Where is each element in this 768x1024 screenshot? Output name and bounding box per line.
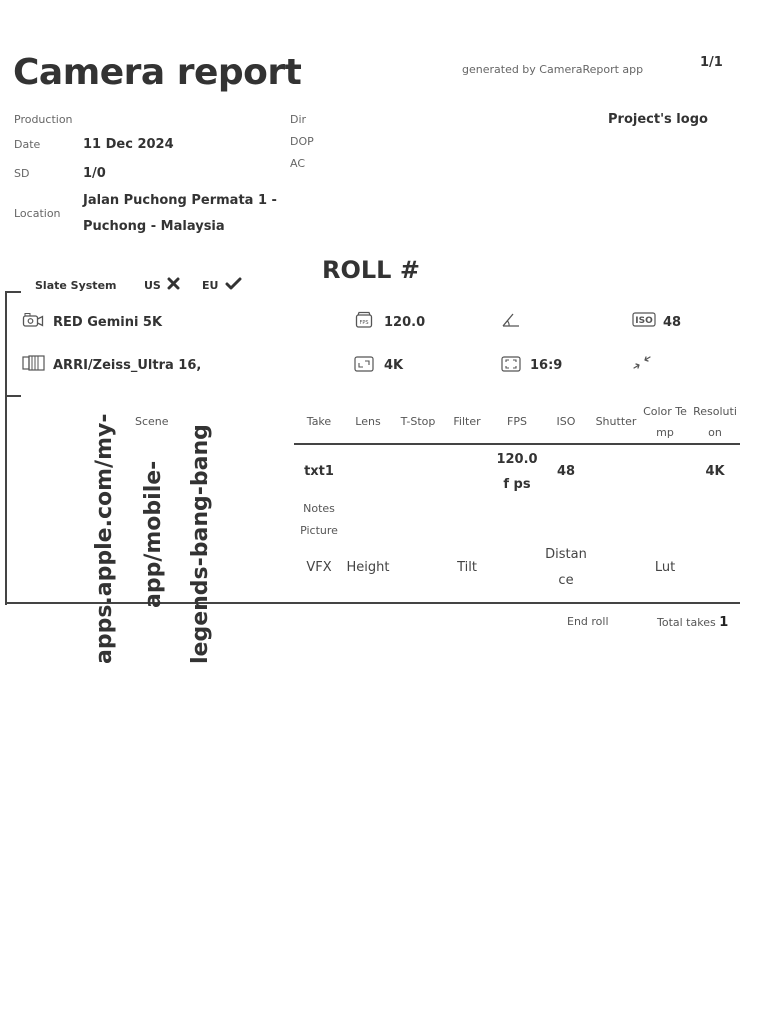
- page-title: Camera report: [13, 52, 302, 93]
- fps-value: 120.0: [384, 315, 426, 330]
- notes-label: Notes: [303, 502, 335, 515]
- roll-bracket: [5, 291, 21, 605]
- slate-eu-label: EU: [202, 279, 219, 292]
- header-lens: Lens: [355, 415, 381, 428]
- row-iso: 48: [556, 464, 576, 479]
- aspect-ratio-value: 16:9: [530, 358, 563, 373]
- table-header-line: [294, 443, 740, 445]
- header-shutter: Shutter: [595, 415, 637, 428]
- resolution-value: 4K: [384, 358, 404, 373]
- scene-vertical-line-3: legends-bang-bang: [188, 424, 213, 664]
- height-label: Height: [346, 560, 390, 575]
- distance-label: Distan ce: [545, 547, 587, 588]
- total-takes: [657, 615, 728, 630]
- aspect-ratio-icon: [501, 356, 521, 372]
- total-takes-label: Total takes: [657, 616, 716, 629]
- header-filter: Filter: [453, 415, 481, 428]
- row-take: txt1: [304, 464, 334, 479]
- row-resolution: 4K: [705, 464, 725, 479]
- resolution-icon: [354, 356, 374, 372]
- angle-icon: [501, 312, 521, 328]
- page-number: 1/1: [700, 55, 723, 70]
- fps-icon: [355, 311, 373, 329]
- location-value: Jalan Puchong Permata 1 - Puchong - Malaysia: [83, 193, 277, 234]
- scene-label: Scene: [135, 415, 169, 428]
- iso-badge-text: ISO: [635, 316, 653, 326]
- scene-vertical-line-2: app/mobile-: [141, 460, 166, 608]
- row-fps: 120.0 f ps: [496, 452, 538, 492]
- lens-model: ARRI/Zeiss_Ultra 16,: [53, 358, 202, 373]
- production-label: Production: [14, 113, 73, 126]
- end-roll-label: End roll: [567, 615, 609, 628]
- header-fps: FPS: [507, 415, 527, 428]
- header-take: Take: [306, 415, 332, 428]
- sd-label: SD: [14, 167, 30, 180]
- cross-icon: [167, 277, 180, 290]
- vfx-label: VFX: [306, 560, 332, 575]
- svg-text:FPS: FPS: [359, 320, 369, 326]
- header-resolution: Resoluti on: [693, 405, 737, 439]
- check-icon: [225, 277, 242, 290]
- dop-label: DOP: [290, 135, 314, 148]
- shrink-icon: [632, 355, 652, 371]
- lens-icon: [22, 355, 46, 371]
- iso-icon: [632, 312, 656, 327]
- location-label: Location: [14, 207, 61, 220]
- header-color-temp: Color Te mp: [643, 405, 687, 439]
- camera-icon: [22, 312, 44, 328]
- roll-title: ROLL #: [322, 256, 420, 284]
- generated-by-label: generated by CameraReport app: [462, 63, 644, 76]
- header-iso: ISO: [556, 415, 576, 428]
- sd-value: 1/0: [83, 166, 106, 181]
- total-takes-value: 1: [719, 615, 729, 630]
- picture-label: Picture: [300, 524, 338, 537]
- header-tstop: T-Stop: [400, 415, 436, 428]
- iso-value: 48: [663, 315, 682, 330]
- slate-us-label: US: [144, 279, 161, 292]
- project-logo-placeholder: Project's logo: [608, 112, 708, 127]
- scene-vertical-line-1: apps.apple.com/my-: [92, 413, 117, 664]
- camera-model: RED Gemini 5K: [53, 315, 163, 330]
- slate-system-label: Slate System: [35, 279, 117, 292]
- date-value: 11 Dec 2024: [83, 137, 174, 152]
- date-label: Date: [14, 138, 41, 151]
- lut-label: Lut: [654, 560, 676, 575]
- dir-label: Dir: [290, 113, 307, 126]
- bracket-divider: [5, 395, 21, 397]
- ac-label: AC: [290, 157, 306, 170]
- tilt-label: Tilt: [457, 560, 477, 575]
